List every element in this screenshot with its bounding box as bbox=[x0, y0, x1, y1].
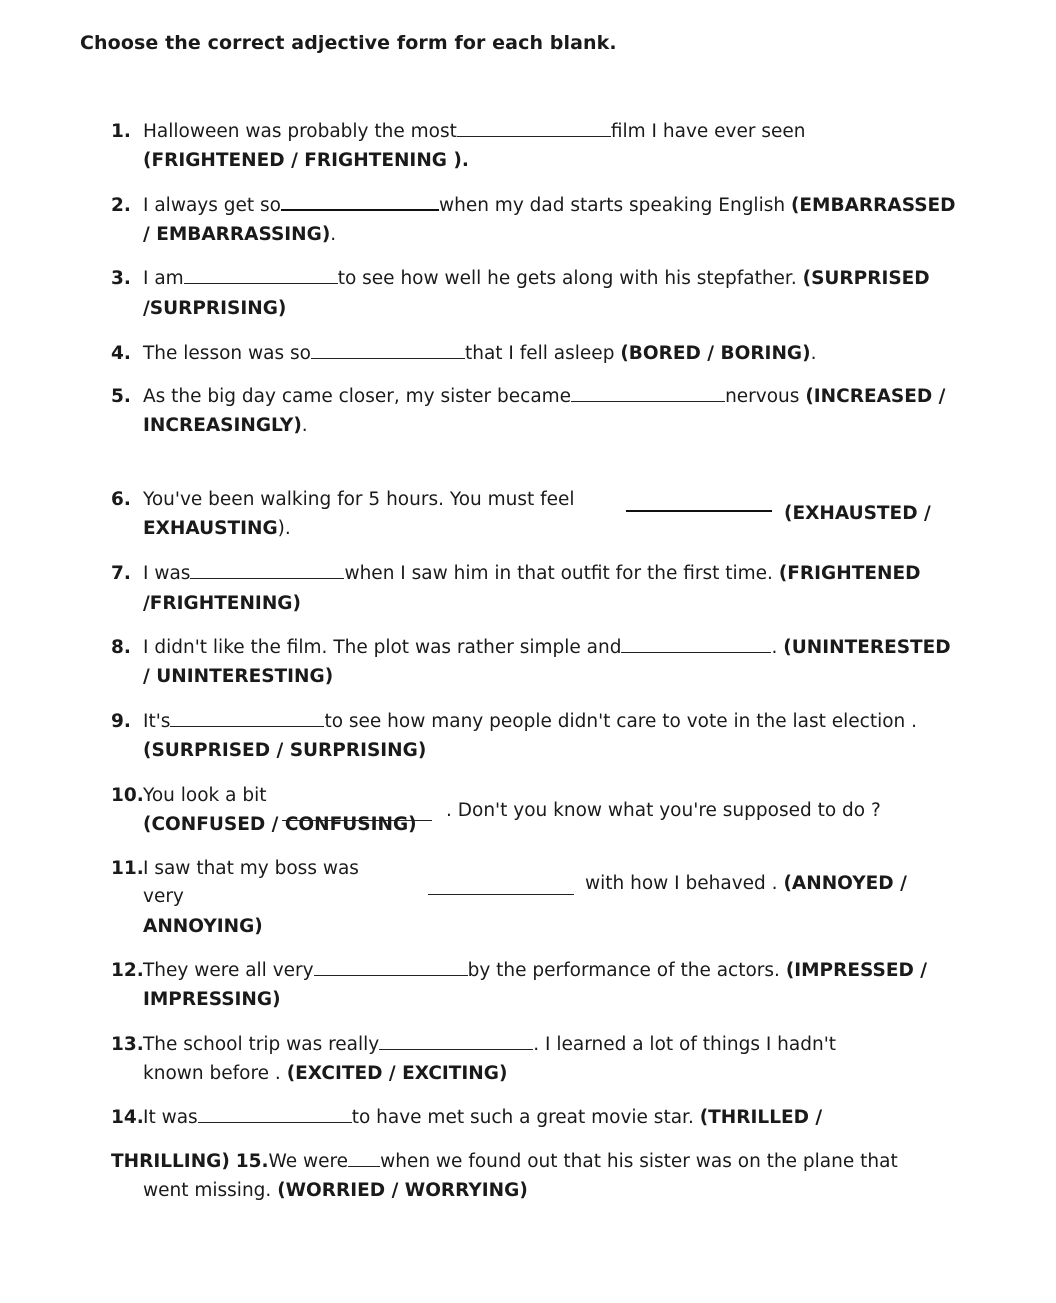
question-text: The school trip was really bbox=[143, 1034, 380, 1055]
question-options: (UNINTERESTED bbox=[783, 637, 951, 658]
question-number: 2. bbox=[111, 195, 131, 216]
question-options: (FRIGHTENED bbox=[778, 563, 921, 584]
question-text: I am bbox=[143, 268, 184, 289]
answer-blank[interactable] bbox=[170, 708, 324, 727]
question-number: 1. bbox=[111, 121, 131, 142]
question-8 bbox=[111, 633, 951, 663]
question-number: 13. bbox=[111, 1034, 144, 1055]
answer-blank[interactable] bbox=[314, 957, 468, 976]
punctuation: . bbox=[810, 343, 817, 364]
question-text: As the big day came closer, my sister became bbox=[143, 386, 572, 407]
question-number: 7. bbox=[111, 563, 131, 584]
question-text: . bbox=[771, 637, 784, 658]
question-11-text-cont: very bbox=[143, 886, 184, 907]
question-text: when my dad starts speaking English bbox=[438, 195, 791, 216]
question-number: 6. bbox=[111, 489, 131, 510]
question-text: that I fell asleep bbox=[464, 343, 621, 364]
question-3-options-cont: /SURPRISING) bbox=[143, 298, 287, 319]
question-number: 12. bbox=[111, 960, 144, 981]
answer-blank[interactable] bbox=[311, 340, 465, 359]
question-text: nervous bbox=[725, 386, 806, 407]
question-11 bbox=[111, 854, 359, 884]
question-options: THRILLING) bbox=[111, 1151, 230, 1172]
question-2 bbox=[111, 191, 956, 221]
question-options: / EMBARRASSING) bbox=[143, 224, 331, 245]
question-options: (IMPRESSED / bbox=[785, 960, 928, 981]
question-text: The lesson was so bbox=[143, 343, 311, 364]
question-text: by the performance of the actors. bbox=[467, 960, 786, 981]
question-text: to have met such a great movie star. bbox=[351, 1107, 700, 1128]
question-number: 5. bbox=[111, 386, 131, 407]
question-number: 15. bbox=[235, 1151, 269, 1172]
question-text: I didn't like the film. The plot was rather simple and bbox=[143, 637, 622, 658]
question-6 bbox=[111, 485, 575, 515]
question-options: (EXCITED / EXCITING) bbox=[286, 1063, 508, 1084]
question-8-options-cont: / UNINTERESTING) bbox=[143, 666, 334, 687]
question-text: We were bbox=[268, 1151, 349, 1172]
question-options: (ANNOYED / bbox=[783, 873, 907, 894]
question-text: known before . bbox=[143, 1063, 287, 1084]
question-9-options: (SURPRISED / SURPRISING) bbox=[143, 740, 427, 761]
answer-blank[interactable] bbox=[626, 510, 772, 512]
question-1-options: (FRIGHTENED / FRIGHTENING ). bbox=[143, 150, 469, 171]
question-9 bbox=[111, 707, 917, 737]
question-11-options-cont: ANNOYING) bbox=[143, 916, 263, 937]
question-options: (WORRIED / WORRYING) bbox=[277, 1180, 528, 1201]
question-10-options: (CONFUSED / CONFUSING) bbox=[143, 814, 417, 835]
answer-blank[interactable] bbox=[379, 1031, 533, 1050]
question-13-cont bbox=[143, 1063, 507, 1084]
answer-blank[interactable] bbox=[184, 265, 338, 284]
question-options: EXHAUSTING bbox=[143, 518, 278, 539]
question-2-options-cont bbox=[143, 224, 336, 245]
question-12-options-cont: IMPRESSING) bbox=[143, 989, 281, 1010]
punctuation: . bbox=[301, 415, 308, 436]
punctuation: ). bbox=[277, 518, 291, 539]
question-text: with how I behaved . bbox=[585, 873, 784, 894]
question-number: 9. bbox=[111, 711, 131, 732]
punctuation: . bbox=[330, 224, 337, 245]
question-text: Halloween was probably the most bbox=[143, 121, 457, 142]
question-text: I always get so bbox=[143, 195, 281, 216]
question-text: I saw that my boss was bbox=[143, 858, 359, 879]
answer-blank[interactable] bbox=[190, 560, 344, 579]
question-number: 4. bbox=[111, 343, 131, 364]
question-options: (EMBARRASSED bbox=[790, 195, 956, 216]
answer-blank[interactable] bbox=[282, 820, 432, 821]
question-text: You look a bit bbox=[143, 785, 267, 806]
question-text: It was bbox=[143, 1107, 198, 1128]
answer-blank[interactable] bbox=[281, 191, 439, 211]
question-6-options-cont bbox=[143, 518, 291, 539]
question-text: I was bbox=[143, 563, 191, 584]
answer-blank[interactable] bbox=[571, 383, 725, 402]
question-text: to see how many people didn't care to vote in the last election . bbox=[324, 711, 918, 732]
question-5-options-cont bbox=[143, 415, 308, 436]
question-6-options: (EXHAUSTED / bbox=[784, 503, 931, 524]
question-13 bbox=[111, 1030, 836, 1060]
question-text: to see how well he gets along with his stepfather. bbox=[337, 268, 803, 289]
answer-blank[interactable] bbox=[348, 1148, 380, 1167]
answer-blank[interactable] bbox=[428, 894, 574, 895]
question-4 bbox=[111, 339, 816, 369]
question-11-continuation bbox=[585, 873, 907, 894]
question-number: 11. bbox=[111, 858, 144, 879]
question-14 bbox=[111, 1103, 822, 1133]
question-text: It's bbox=[143, 711, 171, 732]
question-text: . I learned a lot of things I hadn't bbox=[533, 1034, 837, 1055]
question-5 bbox=[111, 382, 945, 412]
question-options: (SURPRISED bbox=[802, 268, 930, 289]
question-text: film I have ever seen bbox=[610, 121, 806, 142]
question-options: (BORED / BORING) bbox=[620, 343, 811, 364]
question-15 bbox=[111, 1147, 898, 1177]
question-number: 8. bbox=[111, 637, 131, 658]
question-3 bbox=[111, 264, 930, 294]
question-1 bbox=[111, 117, 806, 147]
question-options: (INCREASED / bbox=[805, 386, 946, 407]
answer-blank[interactable] bbox=[457, 118, 611, 137]
worksheet-title: Choose the correct adjective form for each blank. bbox=[80, 32, 617, 54]
answer-blank[interactable] bbox=[198, 1104, 352, 1123]
question-7-options-cont: /FRIGHTENING) bbox=[143, 593, 301, 614]
question-10-continuation: . Don't you know what you're supposed to do ? bbox=[446, 800, 881, 821]
question-text: went missing. bbox=[143, 1180, 278, 1201]
question-text: when we found out that his sister was on the plane that bbox=[380, 1151, 898, 1172]
question-options: INCREASINGLY) bbox=[143, 415, 302, 436]
question-7 bbox=[111, 559, 920, 589]
question-number: 14. bbox=[111, 1107, 144, 1128]
question-text: You've been walking for 5 hours. You must feel bbox=[143, 489, 575, 510]
question-text: They were all very bbox=[143, 960, 314, 981]
question-10 bbox=[111, 781, 267, 811]
question-number: 3. bbox=[111, 268, 131, 289]
question-options: (THRILLED / bbox=[699, 1107, 823, 1128]
question-number: 10. bbox=[111, 785, 144, 806]
question-12 bbox=[111, 956, 927, 986]
question-15-cont bbox=[143, 1180, 528, 1201]
question-text: when I saw him in that outfit for the first time. bbox=[344, 563, 779, 584]
answer-blank[interactable] bbox=[621, 634, 771, 653]
